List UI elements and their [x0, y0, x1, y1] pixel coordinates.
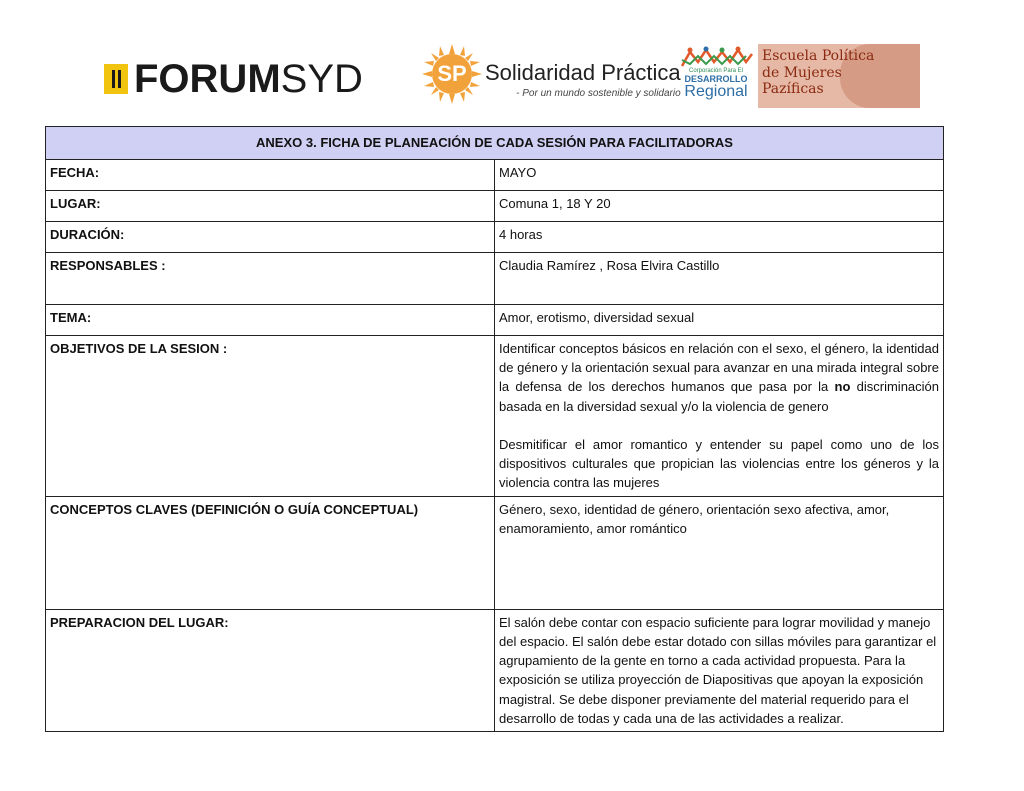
fecha-label: FECHA:	[46, 160, 495, 191]
conceptos-row	[46, 496, 944, 609]
escuela-politica-logo	[758, 44, 920, 108]
regional-name-text: Regional	[684, 82, 748, 100]
sp-sun-logo	[422, 44, 482, 104]
escuela-line2: de Mujeres	[762, 64, 842, 81]
objetivos-label: OBJETIVOS DE LA SESION :	[46, 336, 495, 497]
table-header-row	[46, 127, 944, 160]
conceptos-value: Género, sexo, identidad de género, orientación sexo afectiva, amor, enamoramiento, amor romántico	[495, 496, 944, 609]
lugar-value: Comuna 1, 18 Y 20	[495, 191, 944, 222]
objetivos-value	[495, 336, 944, 497]
people-icon	[678, 46, 754, 68]
regional-small-text: Corporación Para El	[688, 68, 744, 74]
objetivo-emphasis: no	[834, 379, 851, 395]
logo-banner	[100, 40, 930, 112]
preparacion-value: El salón debe contar con espacio suficiente para lograr movilidad y manejo del espacio. El salón debe estar dotado con sillas móviles para garantizar el agrupamiento de la gente en torno a cada actividad propuesta. Para la exposición se utiliza proyección de Diapositivas que apoyan la exposición magistral. Se debe disponer previamente del material requerido para el desarrollo de todas y cada una de las actividades a realizar.	[495, 609, 944, 731]
fecha-row	[46, 160, 944, 191]
preparacion-row	[46, 609, 944, 731]
solidaridad-practica-wordmark	[485, 62, 681, 99]
duracion-label: DURACIÓN:	[46, 222, 495, 253]
conceptos-label: CONCEPTOS CLAVES (DEFINICIÓN O GUÍA CONCEPTUAL)	[46, 496, 495, 609]
responsables-label: RESPONSABLES :	[46, 253, 495, 305]
fecha-value: MAYO	[495, 160, 944, 191]
regional-desarrollo-text: DESARROLLO	[684, 73, 748, 84]
tema-row	[46, 305, 944, 336]
lugar-label: LUGAR:	[46, 191, 495, 222]
objetivo-paragraph-2: Desmitificar el amor romantico y entender su papel como uno de los dispositivos culturales que propician las violencias entre los géneros y la violencia contra las mujeres	[499, 436, 939, 491]
duracion-value: 4 horas	[495, 222, 944, 253]
duracion-row	[46, 222, 944, 253]
session-planning-table	[45, 126, 944, 732]
forum-logo-bold: FORUM	[134, 57, 281, 101]
preparacion-label: PREPARACION DEL LUGAR:	[46, 609, 495, 731]
escuela-line1: Escuela Política	[762, 48, 875, 64]
forum-syd-mark-icon	[104, 64, 128, 94]
solidaridad-practica-tagline: - Por un mundo sostenible y solidario	[516, 88, 681, 99]
table-title: ANEXO 3. FICHA DE PLANEACIÓN DE CADA SESIÓN PARA FACILITADORAS	[46, 127, 944, 160]
objetivo-paragraph-1: Identificar conceptos básicos en relación con el sexo, el género, la identidad de género y la orientación sexual para avanzar en una mirada integral sobre la defensa de los derechos humanos que pasa por la no discriminación basada en la diversidad sexual y/o la violencia de genero	[499, 341, 939, 414]
forum-logo-light: SYD	[280, 57, 363, 101]
responsables-value: Claudia Ramírez , Rosa Elvira Castillo	[495, 253, 944, 305]
solidaridad-practica-title: Solidaridad Práctica	[485, 60, 681, 85]
lugar-row	[46, 191, 944, 222]
sp-mark-text: SP	[437, 61, 467, 86]
escuela-line3: Pazíficas	[762, 81, 824, 98]
tema-value: Amor, erotismo, diversidad sexual	[495, 305, 944, 336]
responsables-row	[46, 253, 944, 305]
tema-label: TEMA:	[46, 305, 495, 336]
desarrollo-regional-logo	[678, 46, 754, 110]
objetivos-row	[46, 336, 944, 497]
forum-syd-logo	[104, 57, 363, 101]
